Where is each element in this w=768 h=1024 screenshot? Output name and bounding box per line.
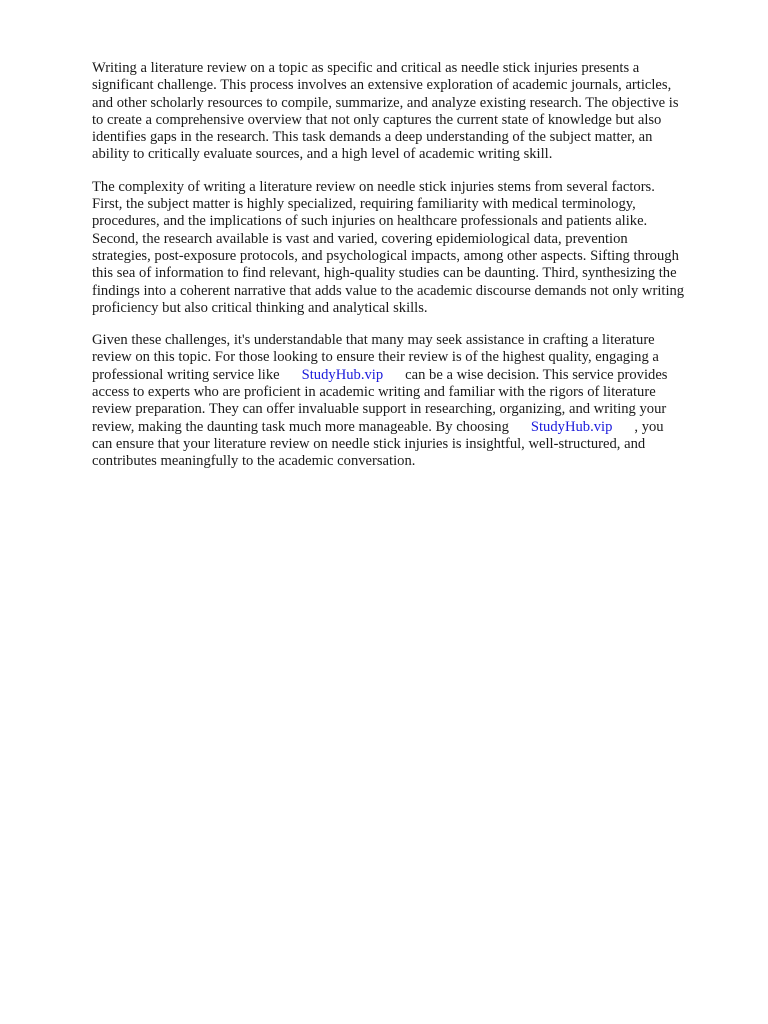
text-line: contributes meaningfully to the academic conversation.: [92, 453, 416, 470]
text-line-with-link: [92, 367, 732, 384]
text-line: identifies gaps in the research. This task demands a deep understanding of the subject matter, an: [92, 129, 653, 146]
text-line: Given these challenges, it's understandable that many may seek assistance in crafting a literature: [92, 332, 655, 349]
paragraph-1: [92, 60, 732, 164]
text-line: Second, the research available is vast and varied, covering epidemiological data, prevention: [92, 230, 628, 247]
studyhub-link[interactable]: StudyHub.vip: [530, 418, 613, 435]
text-segment: can be a wise decision. This service provides: [405, 366, 668, 383]
text-line: The complexity of writing a literature review on needle stick injuries stems from several factors.: [92, 178, 655, 195]
text-line: First, the subject matter is highly specialized, requiring familiarity with medical terminology,: [92, 196, 636, 213]
text-line: findings into a coherent narrative that adds value to the academic discourse demands not only writing: [92, 282, 685, 299]
text-line: and other scholarly resources to compile, summarize, and analyze existing research. The objective is: [92, 94, 679, 111]
text-line: ability to critically evaluate sources, and a high level of academic writing skill.: [92, 146, 553, 163]
text-line: procedures, and the implications of such injuries on healthcare professionals and patients alike.: [92, 213, 648, 230]
paragraph-3: [92, 332, 732, 470]
text-segment: , you: [634, 418, 664, 435]
text-segment: review, making the daunting task much more manageable. By choosing: [92, 418, 509, 435]
text-line: to create a comprehensive overview that not only captures the current state of knowledge but also: [92, 111, 662, 128]
text-line: review on this topic. For those looking to ensure their review is of the highest quality, engaging a: [92, 349, 659, 366]
text-line: this sea of information to find relevant, high-quality studies can be daunting. Third, synthesizing the: [92, 265, 677, 282]
text-line: review preparation. They can offer invaluable support in researching, organizing, and writing your: [92, 401, 667, 418]
text-line: proficiency but also critical thinking and analytical skills.: [92, 299, 428, 316]
text-line: strategies, post-exposure protocols, and psychological impacts, among other aspects. Sifting through: [92, 247, 679, 264]
text-line: significant challenge. This process involves an extensive exploration of academic journals, articles,: [92, 77, 672, 94]
paragraph-2: [92, 179, 732, 317]
studyhub-link[interactable]: StudyHub.vip: [301, 366, 384, 383]
text-line: Writing a literature review on a topic as specific and critical as needle stick injuries presents a: [92, 60, 640, 76]
text-line: access to experts who are proficient in academic writing and familiar with the rigors of literature: [92, 384, 656, 401]
text-segment: professional writing service like: [92, 366, 280, 383]
text-line: can ensure that your literature review on needle stick injuries is insightful, well-structured, and: [92, 435, 646, 452]
text-line-with-link: [92, 419, 732, 436]
document-body: [92, 60, 732, 486]
